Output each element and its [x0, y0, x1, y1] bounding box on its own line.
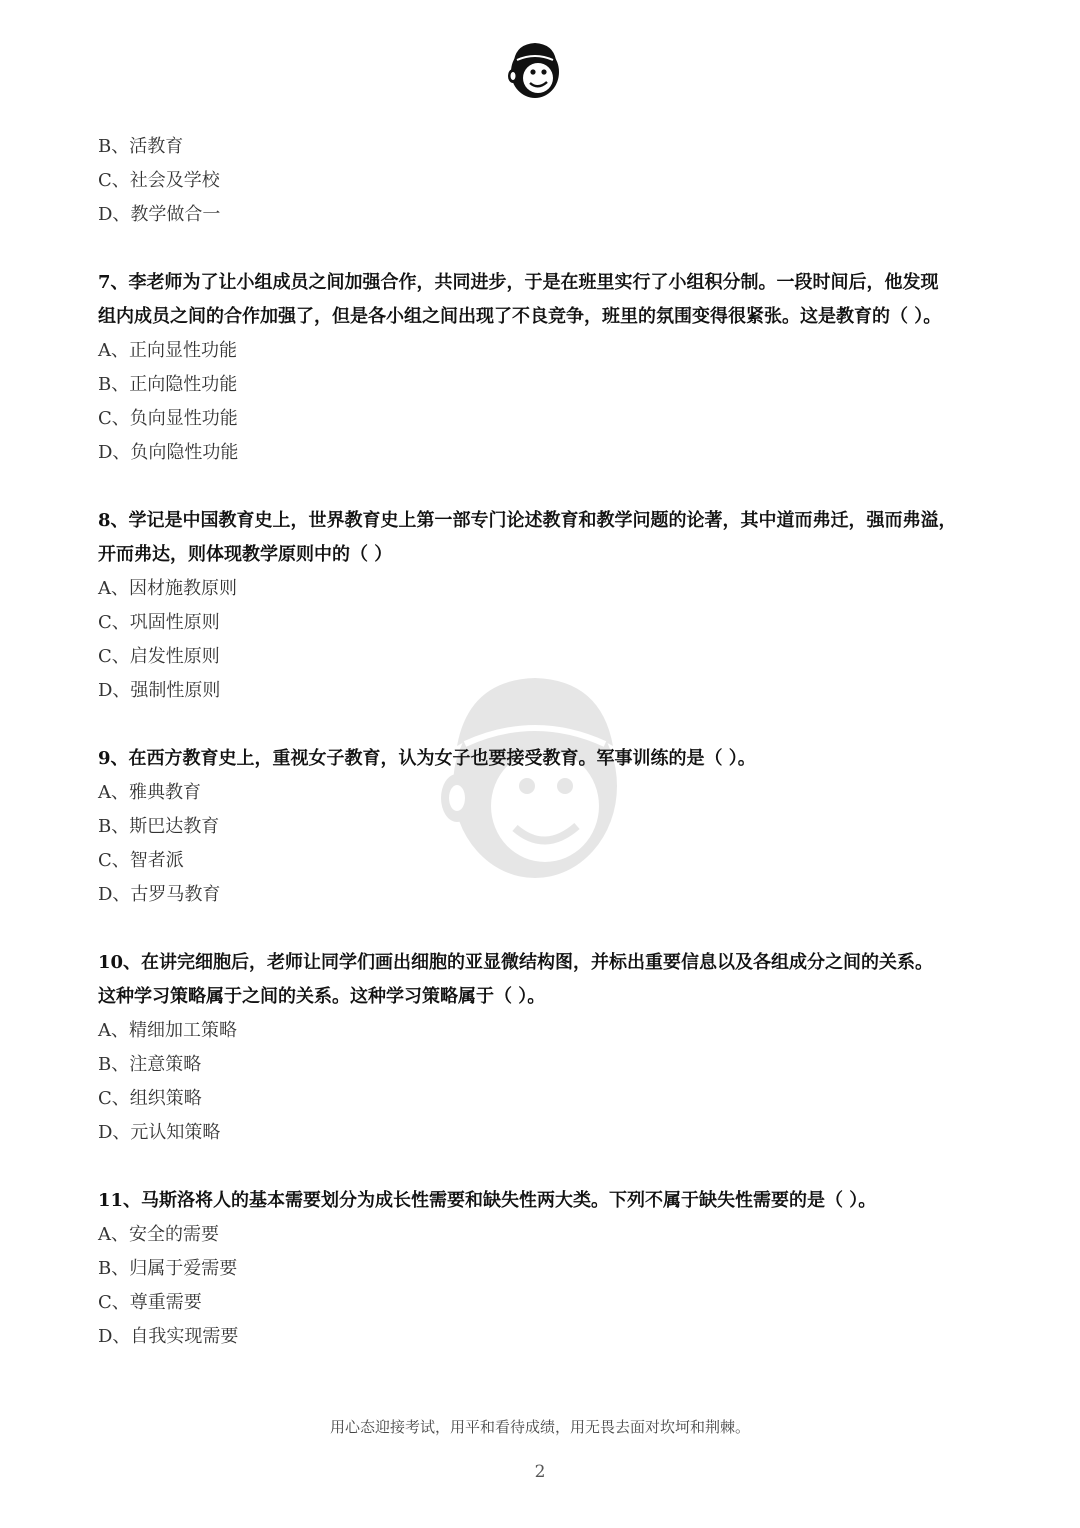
question-text: 8、学记是中国教育史上，世界教育史上第一部专门论述教育和教学问题的论著，其中道而弗迁，强而弗溢，: [98, 510, 957, 531]
option-text: D、负向隐性功能: [98, 442, 239, 463]
option-text: A、因材施教原则: [98, 578, 237, 599]
question-text: 组内成员之间的合作加强了，但是各小组之间出现了不良竞争，班里的氛围变得很紧张。这是教育的（ ）。: [98, 306, 942, 327]
option-text: C、巩固性原则: [98, 612, 220, 633]
option-text: D、强制性原则: [98, 680, 221, 701]
option-text: C、社会及学校: [98, 170, 220, 191]
option-text: C、负向显性功能: [98, 408, 238, 429]
option-text: D、元认知策略: [98, 1122, 221, 1143]
monkey-mascot-icon: [435, 668, 635, 888]
option-text: C、启发性原则: [98, 646, 220, 667]
option-text: A、正向显性功能: [98, 340, 237, 361]
option-text: C、组织策略: [98, 1088, 202, 1109]
question-text: 这种学习策略属于之间的关系。这种学习策略属于（ ）。: [98, 986, 546, 1007]
question-text: 7、李老师为了让小组成员之间加强合作，共同进步，于是在班里实行了小组积分制。一段时间后，他发现: [98, 272, 939, 293]
option-text: A、雅典教育: [98, 782, 201, 803]
option-text: B、归属于爱需要: [98, 1258, 238, 1279]
page-number: 2: [534, 1462, 546, 1482]
question-text: 10、在讲完细胞后，老师让同学们画出细胞的亚显微结构图，并标出重要信息以及各组成分之间的关系。: [98, 952, 934, 973]
monkey-mascot-icon: [505, 38, 565, 102]
option-text: A、精细加工策略: [98, 1020, 237, 1041]
option-text: B、活教育: [98, 136, 184, 157]
question-text: 11、马斯洛将人的基本需要划分为成长性需要和缺失性两大类。下列不属于缺失性需要的是（ ）。: [98, 1190, 877, 1211]
option-text: B、斯巴达教育: [98, 816, 220, 837]
footer-motto: 用心态迎接考试，用平和看待成绩，用无畏去面对坎坷和荆棘。: [329, 1418, 750, 1436]
option-text: B、正向隐性功能: [98, 374, 238, 395]
question-text: 开而弗达，则体现教学原则中的（ ）: [98, 544, 393, 565]
question-text: 9、在西方教育史上，重视女子教育，认为女子也要接受教育。军事训练的是（ ）。: [98, 748, 756, 769]
option-text: C、智者派: [98, 850, 184, 871]
option-text: D、自我实现需要: [98, 1326, 239, 1347]
option-text: B、注意策略: [98, 1054, 202, 1075]
option-text: D、古罗马教育: [98, 884, 221, 905]
option-text: C、尊重需要: [98, 1292, 202, 1313]
option-text: D、教学做合一: [98, 204, 221, 225]
option-text: A、安全的需要: [98, 1224, 219, 1245]
